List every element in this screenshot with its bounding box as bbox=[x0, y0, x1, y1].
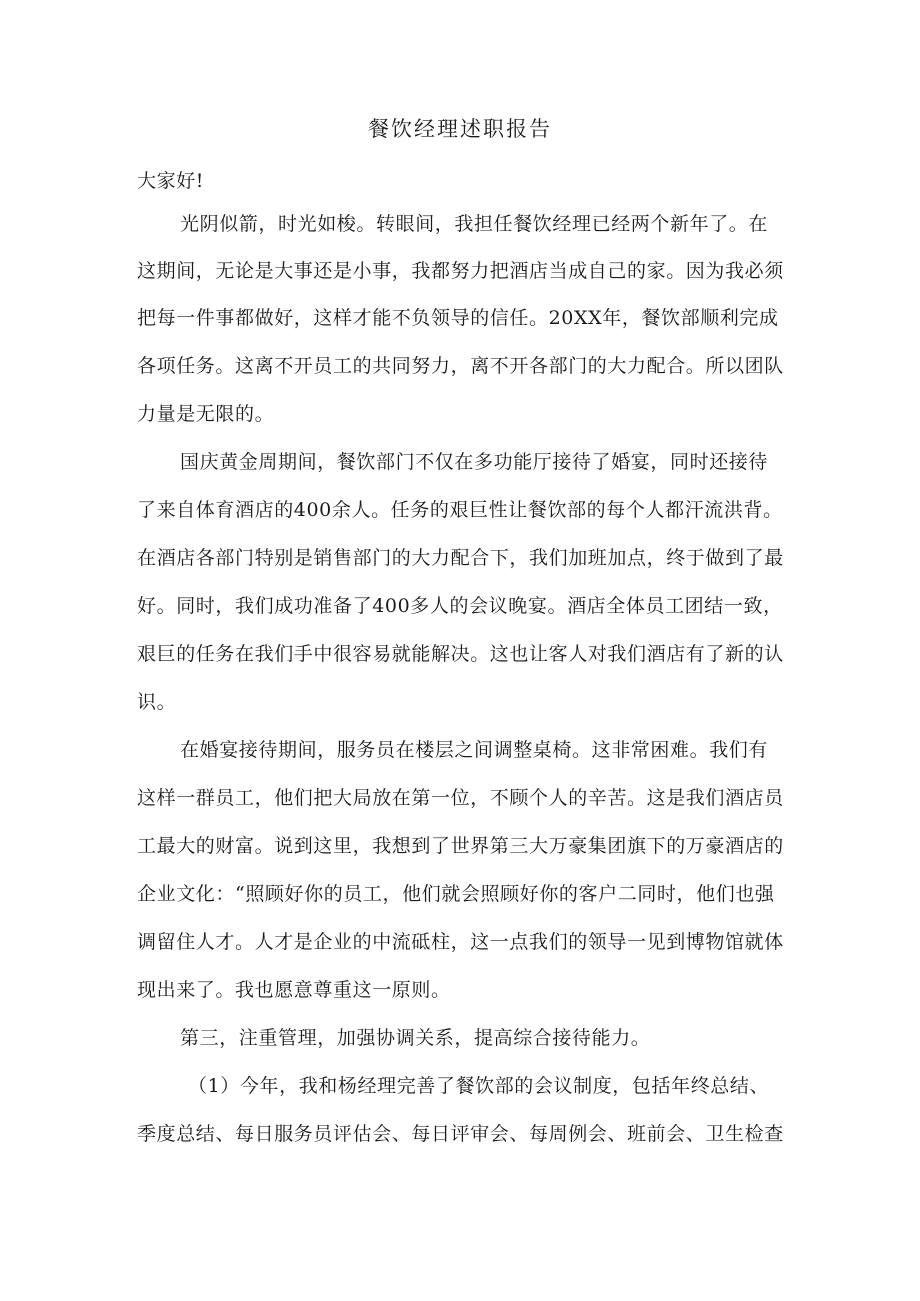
document-title: 餐饮经理述职报告 bbox=[368, 117, 552, 141]
paragraph-2-line-2: 了来自体育酒店的400余人。任务的艰巨性让餐饮部的每个人都汗流洪背。 bbox=[137, 499, 783, 521]
paragraph-2-line-1: 国庆黄金周期间，餐饮部门不仅在多功能厅接待了婚宴，同时还接待 bbox=[180, 451, 769, 473]
paragraph-2-line-6: 识。 bbox=[137, 691, 177, 713]
paragraph-3-line-3: 工最大的财富。说到这里，我想到了世界第三大万豪集团旗下的万豪酒店的 bbox=[137, 835, 784, 857]
paragraph-1-line-2: 这期间，无论是大事还是小事，我都努力把酒店当成自己的家。因为我必须 bbox=[137, 260, 784, 282]
paragraph-2-line-3: 在酒店各部门特别是销售部门的大力配合下，我们加班加点，终于做到了最 bbox=[137, 547, 784, 569]
paragraph-3-line-2: 这样一群员工，他们把大局放在第一位，不顾个人的辛苦。这是我们酒店员 bbox=[137, 787, 784, 809]
greeting-line: 大家好! bbox=[137, 170, 205, 192]
paragraph-1-line-1: 光阴似箭，时光如梭。转眼间，我担任餐饮经理已经两个新年了。在 bbox=[180, 213, 769, 235]
paragraph-3-line-1: 在婚宴接待期间，服务员在楼层之间调整桌椅。这非常困难。我们有 bbox=[180, 739, 769, 761]
paragraph-2-line-5: 艰巨的任务在我们手中很容易就能解决。这也让客人对我们酒店有了新的认 bbox=[137, 643, 784, 665]
section-heading-third: 第三，注重管理，加强协调关系，提高综合接待能力。 bbox=[180, 1027, 651, 1049]
paragraph-3-line-6: 现出来了。我也愿意尊重这一原则。 bbox=[137, 979, 451, 1001]
paragraph-3-line-4: 企业文化：“照顾好你的员工，他们就会照顾好你的客户二同时，他们也强 bbox=[137, 883, 775, 905]
paragraph-1-line-3: 把每一件事都做好，这样才能不负领导的信任。20XX年，餐饮部顺利完成 bbox=[137, 307, 779, 329]
item-1-line-2: 季度总结、每日服务员评估会、每日评审会、每周例会、班前会、卫生检查 bbox=[137, 1123, 784, 1145]
paragraph-2-line-4: 好。同时，我们成功准备了400多人的会议晚宴。酒店全体员工团结一致， bbox=[137, 595, 783, 617]
paragraph-3-line-5: 调留住人才。人才是企业的中流砥柱，这一点我们的领导一见到博物馆就体 bbox=[137, 931, 784, 953]
paragraph-1-line-4: 各项任务。这离不开员工的共同努力，离不开各部门的大力配合。所以团队 bbox=[137, 355, 784, 377]
paragraph-1-line-5: 力量是无限的。 bbox=[137, 403, 275, 425]
item-1-line-1: （1）今年，我和杨经理完善了餐饮部的会议制度，包括年终总结、 bbox=[188, 1075, 770, 1097]
